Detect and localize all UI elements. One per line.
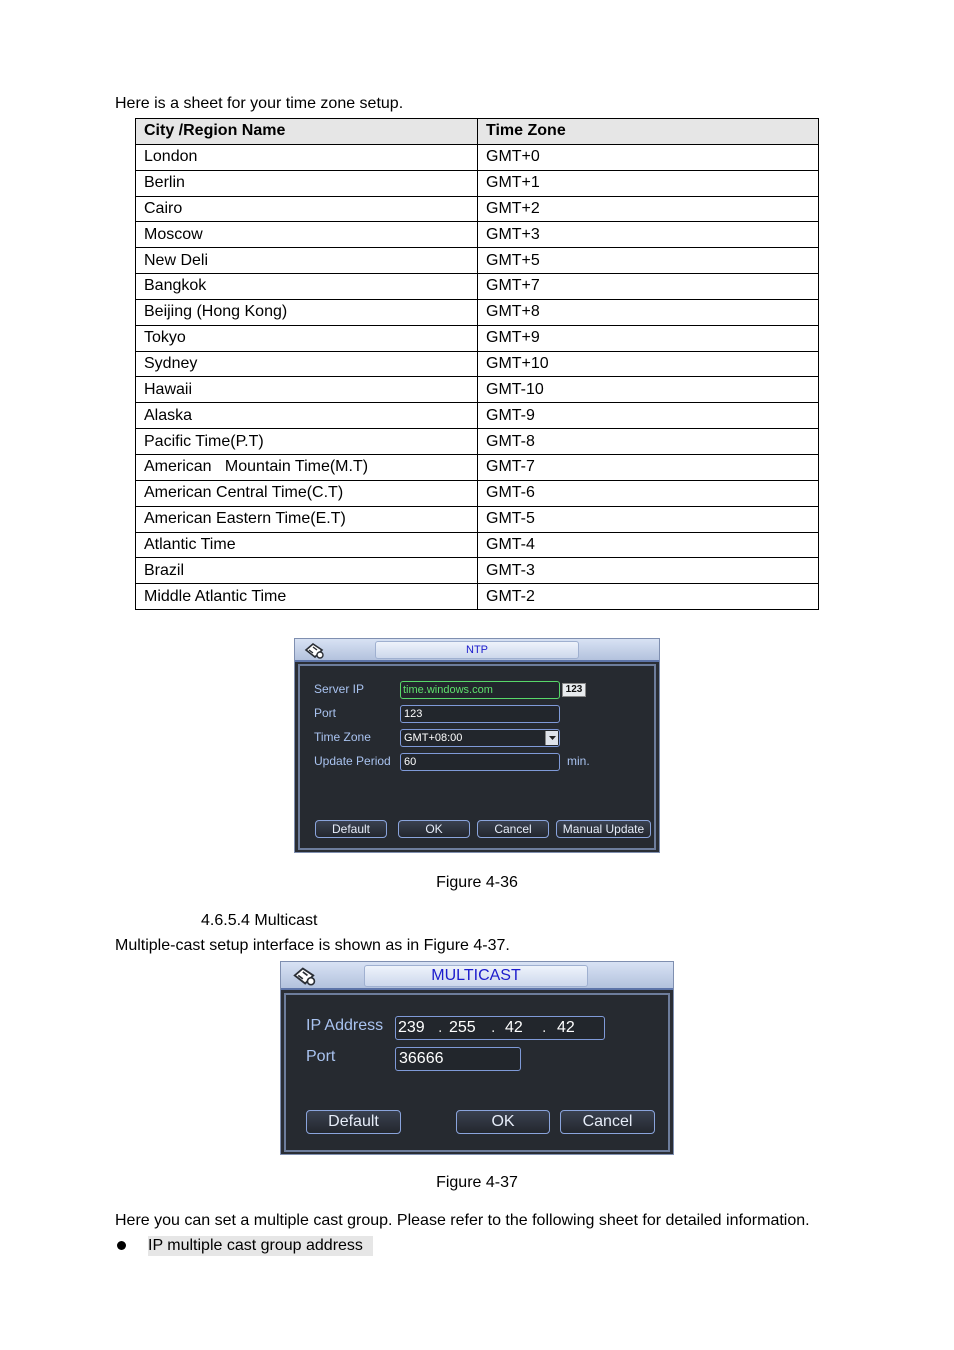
ip-dot: . <box>491 1019 496 1036</box>
city-cell: Cairo <box>136 196 478 222</box>
timezone-cell: GMT+0 <box>478 144 819 170</box>
table-row <box>136 248 819 274</box>
timezone-cell: GMT-3 <box>478 558 819 584</box>
table-row <box>136 584 819 610</box>
timezone-cell: GMT+3 <box>478 222 819 248</box>
ntp-title-bar <box>295 639 659 662</box>
port-input[interactable]: 36666 <box>395 1047 521 1071</box>
table-row <box>136 403 819 429</box>
app-logo-icon <box>291 965 317 987</box>
timezone-cell: GMT+5 <box>478 248 819 274</box>
table-row <box>136 351 819 377</box>
server-ip-input[interactable]: time.windows.com <box>400 681 560 699</box>
bullet-item: IP multiple cast group address <box>148 1236 373 1256</box>
city-cell: Brazil <box>136 558 478 584</box>
ip-octet-2: 255 <box>449 1019 476 1036</box>
header-city: City /Region Name <box>136 119 478 145</box>
city-cell: Pacific Time(P.T) <box>136 429 478 455</box>
update-period-input[interactable]: 60 <box>400 753 560 771</box>
ntp-dialog <box>294 638 660 853</box>
update-period-label: Update Period <box>314 754 391 768</box>
manual-update-button[interactable]: Manual Update <box>556 820 651 838</box>
table-row <box>136 429 819 455</box>
timezone-cell: GMT+10 <box>478 351 819 377</box>
timezone-table <box>135 118 819 610</box>
timezone-cell: GMT-7 <box>478 454 819 480</box>
time-zone-select[interactable] <box>400 729 560 747</box>
city-cell: Sydney <box>136 351 478 377</box>
city-cell: New Deli <box>136 248 478 274</box>
outro-text: Here you can set a multiple cast group. Please refer to the following sheet for detailed information. <box>115 1212 810 1229</box>
table-row <box>136 558 819 584</box>
timezone-cell: GMT-6 <box>478 480 819 506</box>
ip-octet-4: 42 <box>557 1019 575 1036</box>
multicast-dialog <box>280 961 674 1155</box>
timezone-cell: GMT+7 <box>478 274 819 300</box>
city-cell: Beijing (Hong Kong) <box>136 299 478 325</box>
port-label: Port <box>306 1048 336 1065</box>
port-label: Port <box>314 706 337 720</box>
ime-keyboard-icon[interactable]: 123 <box>562 683 586 697</box>
table-row <box>136 274 819 300</box>
table-row <box>136 377 819 403</box>
table-header-row <box>136 119 819 145</box>
timezone-cell: GMT-2 <box>478 584 819 610</box>
timezone-cell: GMT+1 <box>478 170 819 196</box>
ip-octet-3: 42 <box>505 1019 523 1036</box>
section-heading: 4.6.5.4 Multicast <box>201 912 318 929</box>
ok-button[interactable]: OK <box>398 820 470 838</box>
server-ip-label: Server IP <box>314 682 365 696</box>
ok-button[interactable]: OK <box>456 1110 550 1134</box>
default-button[interactable]: Default <box>306 1110 401 1134</box>
city-cell: Middle Atlantic Time <box>136 584 478 610</box>
ntp-body <box>298 664 656 850</box>
multicast-title: MULTICAST <box>364 965 588 987</box>
table-row <box>136 480 819 506</box>
timezone-cell: GMT-10 <box>478 377 819 403</box>
table-row <box>136 325 819 351</box>
ip-dot: . <box>542 1019 547 1036</box>
timezone-cell: GMT-9 <box>478 403 819 429</box>
ip-octet-1: 239 <box>398 1019 425 1036</box>
default-button[interactable]: Default <box>315 820 387 838</box>
table-row <box>136 170 819 196</box>
city-cell: Atlantic Time <box>136 532 478 558</box>
cancel-button[interactable]: Cancel <box>477 820 549 838</box>
cancel-button[interactable]: Cancel <box>560 1110 655 1134</box>
table-row <box>136 532 819 558</box>
table-row <box>136 454 819 480</box>
ip-address-input[interactable] <box>395 1016 605 1040</box>
table-row <box>136 144 819 170</box>
app-logo-icon <box>303 641 325 660</box>
city-cell: London <box>136 144 478 170</box>
ntp-title: NTP <box>375 641 579 659</box>
table-row <box>136 196 819 222</box>
intro-text: Here is a sheet for your time zone setup. <box>115 95 404 112</box>
city-cell: Bangkok <box>136 274 478 300</box>
time-zone-value: GMT+08:00 <box>404 732 463 744</box>
update-period-unit: min. <box>567 754 590 768</box>
timezone-cell: GMT+9 <box>478 325 819 351</box>
city-cell: Alaska <box>136 403 478 429</box>
bullet-icon <box>117 1241 126 1250</box>
city-cell: Tokyo <box>136 325 478 351</box>
city-cell: Moscow <box>136 222 478 248</box>
city-cell: Hawaii <box>136 377 478 403</box>
table-row <box>136 506 819 532</box>
header-timezone: Time Zone <box>478 119 819 145</box>
multicast-body <box>284 993 670 1152</box>
city-cell: American Eastern Time(E.T) <box>136 506 478 532</box>
city-cell: American Mountain Time(M.T) <box>136 454 478 480</box>
table-row <box>136 299 819 325</box>
timezone-cell: GMT+2 <box>478 196 819 222</box>
city-cell: Berlin <box>136 170 478 196</box>
chevron-down-icon <box>545 731 558 745</box>
ip-dot: . <box>438 1019 443 1036</box>
timezone-cell: GMT+8 <box>478 299 819 325</box>
timezone-cell: GMT-4 <box>478 532 819 558</box>
figure-37-caption: Figure 4-37 <box>436 1174 518 1191</box>
multicast-title-bar <box>281 962 673 990</box>
multicast-intro: Multiple-cast setup interface is shown as in Figure 4-37. <box>115 937 510 954</box>
timezone-cell: GMT-8 <box>478 429 819 455</box>
ip-address-label: IP Address <box>306 1017 384 1034</box>
time-zone-label: Time Zone <box>314 730 371 744</box>
figure-36-caption: Figure 4-36 <box>436 874 518 891</box>
port-input[interactable]: 123 <box>400 705 560 723</box>
table-row <box>136 222 819 248</box>
timezone-cell: GMT-5 <box>478 506 819 532</box>
city-cell: American Central Time(C.T) <box>136 480 478 506</box>
